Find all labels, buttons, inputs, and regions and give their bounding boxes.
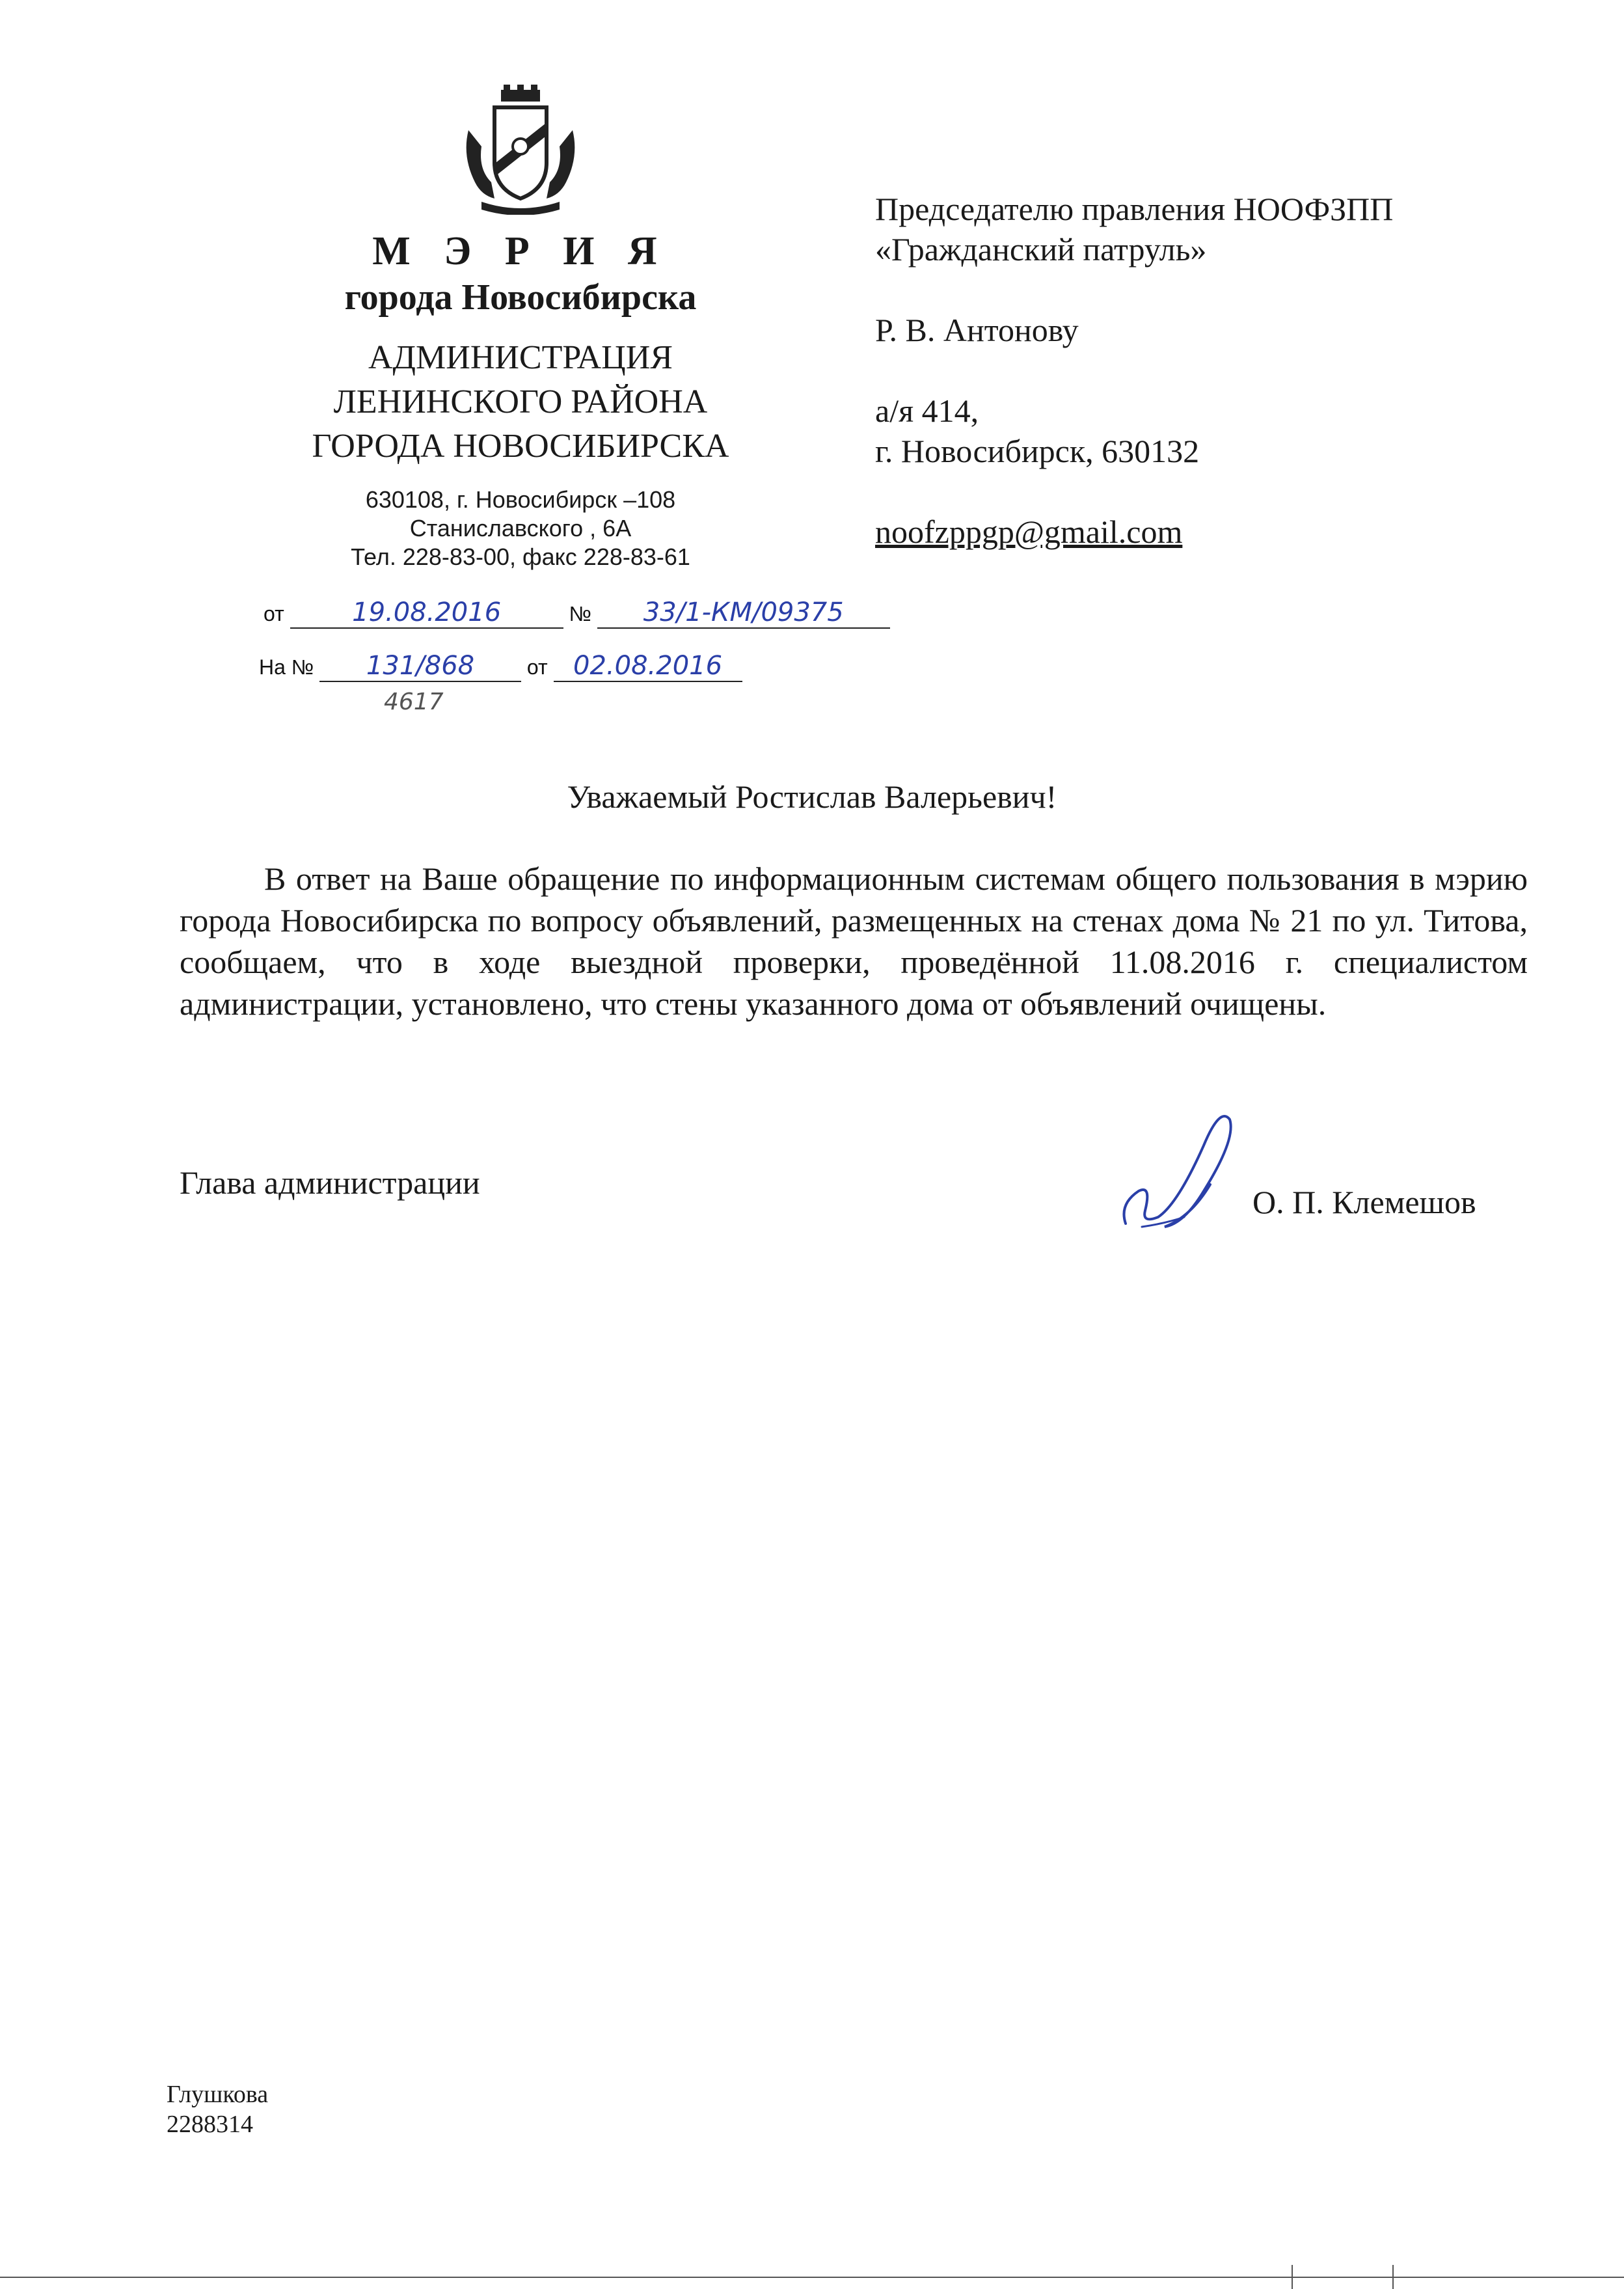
letterhead-admin (247, 336, 794, 469)
executor-phone: 2288314 (167, 2111, 253, 2138)
from-label: от (264, 602, 284, 625)
executor-name: Глушкова (167, 2081, 269, 2108)
admin-line: АДМИНИСТРАЦИЯ (368, 339, 673, 376)
address-line: 630108, г. Новосибирск –108 (365, 486, 676, 513)
signatory-name: О. П. Клемешов (1252, 1184, 1476, 1220)
incoming-reference (259, 651, 742, 682)
signatory-role: Глава администрации (180, 1164, 480, 1201)
executor-info (167, 2079, 268, 2139)
recipient-city: г. Новосибирск, 630132 (875, 433, 1200, 469)
address-line: Тел. 228-83-00, факс 228-83-61 (351, 543, 690, 570)
address-line: Станиславского , 6А (409, 515, 632, 541)
incoming-date: 02.08.2016 (554, 651, 742, 682)
greeting: Уважаемый Ростислав Валерьевич! (567, 778, 1057, 815)
border-tick (1292, 2265, 1293, 2289)
recipient-line: «Гражданский патруль» (875, 231, 1207, 267)
letter-body: В ответ на Ваше обращение по информационным системам общего пользования в мэрию города Новосибирска по вопросу объявлений, размещенных на стенах дома № 21 по ул. Титова, сообщаем, что в ходе выездной проверки, проведённой 11.08.2016 г. специалистом администрации, установлено, что стены указанного дома от объявлений очищены. (180, 860, 1528, 1022)
letterhead-city: города Новосибирска (344, 277, 697, 318)
border-tick (1392, 2265, 1394, 2289)
recipient-name: Р. В. Антонову (875, 312, 1079, 348)
reply-label: На № (259, 655, 314, 679)
handwritten-note: 4617 (384, 689, 444, 715)
outgoing-date: 19.08.2016 (290, 597, 563, 629)
letterhead-title: М Э Р И Я (372, 229, 669, 273)
recipient-line: Председателю правления НООФЗПП (875, 191, 1394, 227)
outgoing-number: 33/1-КМ/09375 (597, 597, 890, 629)
outgoing-reference (264, 597, 890, 629)
reply-from-label: от (526, 655, 548, 679)
recipient-box: а/я 414, (875, 392, 979, 429)
recipient-email[interactable]: noofzppgp@gmail.com (875, 514, 1183, 550)
coat-of-arms-icon (455, 85, 586, 215)
letterhead (247, 85, 794, 571)
handwritten-signature-icon (1106, 1093, 1275, 1250)
admin-line: ЛЕНИНСКОГО РАЙОНА (333, 383, 708, 420)
page-bottom-border (0, 2277, 1624, 2278)
recipient-block (875, 189, 1565, 552)
admin-line: ГОРОДА НОВОСИБИРСКА (312, 428, 729, 465)
number-label: № (569, 602, 591, 625)
incoming-number: 131/868 (319, 651, 521, 682)
letterhead-address (247, 486, 794, 571)
